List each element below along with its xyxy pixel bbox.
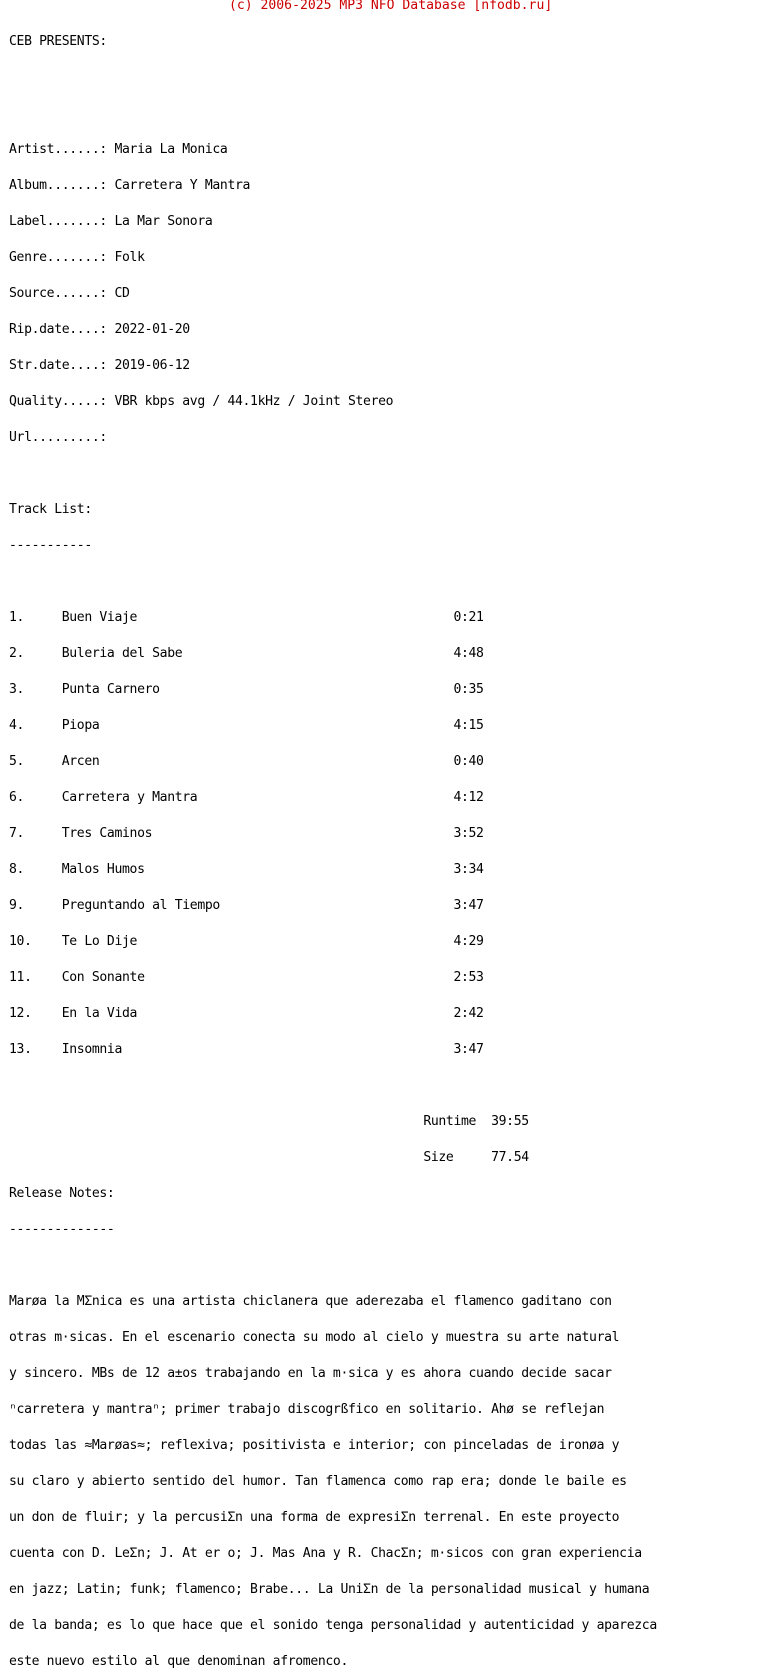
notes-line: este nuevo estilo al que denominan afromenco. (9, 1654, 348, 1669)
field-label: Label.......: La Mar Sonora (9, 214, 213, 229)
blank-line (9, 1080, 657, 1092)
blank-line (9, 72, 657, 84)
track-row: 6. Carretera y Mantra 4:12 (9, 790, 484, 805)
track-row: 5. Arcen 0:40 (9, 754, 484, 769)
track-row: 4. Piopa 4:15 (9, 718, 484, 733)
runtime-line: Runtime 39:55 (9, 1114, 529, 1129)
track-row: 1. Buen Viaje 0:21 (9, 610, 484, 625)
notes-line: en jazz; Latin; funk; flamenco; Brabe... La UniΣn de la personalidad musical y humana (9, 1582, 650, 1597)
track-row: 2. Buleria del Sabe 4:48 (9, 646, 484, 661)
notes-line: ⁿcarretera y mantraⁿ; primer trabajo discogrßfico en solitario. Ahø se reflejan (9, 1402, 605, 1417)
tracklist-underline: ----------- (9, 538, 92, 553)
track-row: 3. Punta Carnero 0:35 (9, 682, 484, 697)
notes-line: otras m·sicas. En el escenario conecta su modo al cielo y muestra su arte natural (9, 1330, 620, 1345)
notes-line: un don de fluir; y la percusiΣn una forma de expresiΣn terrenal. En este proyecto (9, 1510, 620, 1525)
notes-title: Release Notes: (9, 1186, 115, 1201)
track-row: 9. Preguntando al Tiempo 3:47 (9, 898, 484, 913)
field-album: Album.......: Carretera Y Mantra (9, 178, 251, 193)
notes-line: Marøa la MΣnica es una artista chiclanera que aderezaba el flamenco gaditano con (9, 1294, 612, 1309)
track-row: 8. Malos Humos 3:34 (9, 862, 484, 877)
field-str-date: Str.date....: 2019-06-12 (9, 358, 190, 373)
blank-line (9, 468, 657, 480)
notes-line: todas las ≈Marøas≈; reflexiva; positivista e interior; con pinceladas de ironøa y (9, 1438, 620, 1453)
notes-underline: -------------- (9, 1222, 115, 1237)
presents-line: CEB PRESENTS: (9, 34, 107, 49)
copyright-link[interactable]: (c) 2006-2025 MP3 NFO Database [nfodb.ru] (229, 0, 553, 13)
track-row: 12. En la Vida 2:42 (9, 1006, 484, 1021)
track-row: 13. Insomnia 3:47 (9, 1042, 484, 1057)
blank-line (9, 576, 657, 588)
notes-line: cuenta con D. LeΣn; J. At er o; J. Mas Ana y R. ChacΣn; m·sicos con gran experiencia (9, 1546, 642, 1561)
blank-line (9, 108, 657, 120)
nfo-text (9, 0, 657, 1680)
notes-line: su claro y abierto sentido del humor. Tan flamenca como rap era; donde le baile es (9, 1474, 627, 1489)
field-artist: Artist......: Maria La Monica (9, 142, 228, 157)
notes-line: de la banda; es lo que hace que el sonido tenga personalidad y autenticidad y aparezca (9, 1618, 657, 1633)
field-quality: Quality.....: VBR kbps avg / 44.1kHz / Joint Stereo (9, 394, 394, 409)
track-row: 7. Tres Caminos 3:52 (9, 826, 484, 841)
blank-line (9, 1260, 657, 1272)
track-row: 11. Con Sonante 2:53 (9, 970, 484, 985)
track-row: 10. Te Lo Dije 4:29 (9, 934, 484, 949)
tracklist-title: Track List: (9, 502, 92, 517)
notes-line: y sincero. MBs de 12 a±os trabajando en la m·sica y es ahora cuando decide sacar (9, 1366, 612, 1381)
field-source: Source......: CD (9, 286, 130, 301)
size-line: Size 77.54 (9, 1150, 529, 1165)
field-url: Url.........: (9, 430, 107, 445)
field-rip-date: Rip.date....: 2022-01-20 (9, 322, 190, 337)
field-genre: Genre.......: Folk (9, 250, 145, 265)
